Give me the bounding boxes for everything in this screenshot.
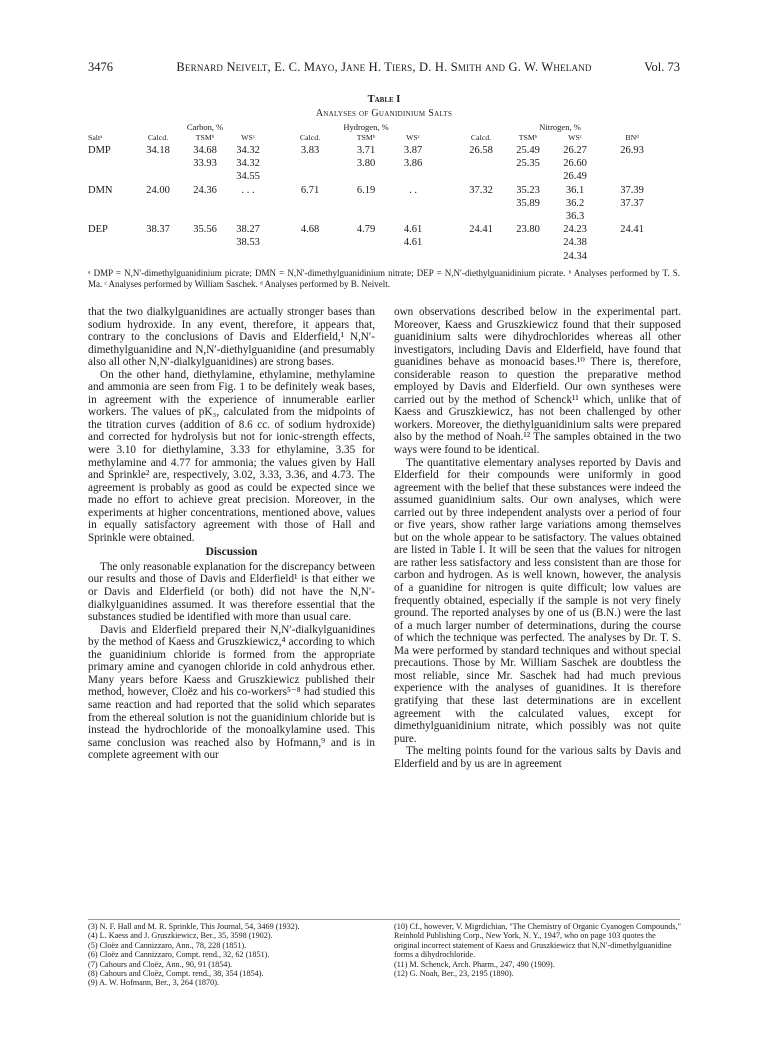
group-header-carbon: Carbon, % xyxy=(186,122,224,132)
table-cell: 35.56 xyxy=(193,224,217,236)
column-header: Calcd. xyxy=(147,133,169,142)
page-number: 3476 xyxy=(88,60,113,74)
footnote: (4) L. Kaess and J. Gruszkiewicz, Ber., 35, 3598 (1902). xyxy=(88,931,273,941)
table-cell: 25.49 xyxy=(516,145,540,156)
body-left-column xyxy=(88,306,375,762)
salt-label: DMN xyxy=(88,184,113,196)
footnote: (12) G. Noah, Ber., 23, 2195 (1890). xyxy=(394,969,514,979)
footnote: (11) M. Schenck, Arch. Pharm., 247, 490 (1909). xyxy=(394,959,555,969)
table-cell: 37.37 xyxy=(620,197,644,209)
column-header: TSMᵇ xyxy=(518,133,538,142)
paragraph: The melting points found for the various salts by Davis and Elderfield and by us are in agreement xyxy=(394,745,681,770)
column-header: Saltᵃ xyxy=(88,133,103,142)
section-heading: Discussion xyxy=(205,546,258,559)
table-cell: 38.27 xyxy=(236,224,260,236)
table-cell: 26.58 xyxy=(469,145,493,156)
footnote-rule xyxy=(88,919,680,920)
table-cell: 6.19 xyxy=(356,184,376,196)
table-cell: 35.89 xyxy=(516,197,540,209)
table-cell: 4.79 xyxy=(356,224,376,236)
table-cell: 25.35 xyxy=(516,158,540,170)
table-cell: 38.53 xyxy=(236,237,260,249)
analyses-table xyxy=(88,120,680,270)
volume-label: Vol. 73 xyxy=(644,60,680,74)
table-cell: 23.80 xyxy=(516,224,540,236)
table-cell: 34.68 xyxy=(193,145,217,156)
table-cell: . . xyxy=(409,184,417,196)
group-header-nitrogen: Nitrogen, % xyxy=(539,122,581,132)
table-cell: 24.38 xyxy=(563,237,587,249)
footnote: (8) Cahours and Cloëz, Compt. rend., 38, 354 (1854). xyxy=(88,969,264,979)
salt-label: DMP xyxy=(88,145,111,156)
table-cell: 37.39 xyxy=(620,184,644,196)
table-cell: 33.93 xyxy=(193,158,217,170)
table-cell: 34.32 xyxy=(236,158,260,170)
table-cell: 4.61 xyxy=(403,224,423,236)
paragraph: The quantitative elementary analyses reported by Davis and Elderfield for their compounds were uniformly in good agreement with the belief that these substances were indeed the assumed guanidinium salts. Our own analyses, which were carried out by three independent analysts over a period of four or five years, show rather large variations among themselves but on the whole appear to be satisfactory. The values obtained are listed in Table I. It will be seen that the values for nitrogen are rather less satisfactory and less consistent than are those for carbon and hydrogen. As is well known, however, the analysis of a guanidine for nitrogen is quite difficult; low values are frequently obtained, especially if the sample is not very finely ground. The reported analyses by one of us (B.N.) were the last of a much larger number of determinations, during the course of which the technique was perfected. The analyses by Dr. T. S. Ma were performed by standard techniques and without special precautions. Those by Mr. William Saschek are doubtless the most reliable, since Mr. Saschek had had much previous experience with the analyses of guanidines. It is therefore gratifying that these last determinations are in excellent agreement with the calculated values, except for dimethylguanidinium nitrate, which possibly was not quite pure. xyxy=(394,456,681,745)
paragraph: On the other hand, diethylamine, ethylamine, methylamine and ammonia are seen from Fig. 1 to be definitely weak bases, in agreement with the experience of innumerable earlier workers. The values of pK₃, calculated from the midpoints of the titration curves (addition of 8.6 cc. of sodium hydroxide) and corrected for hydrolysis but not for ionic-strength effects, were 3.10 for diethylamine, 3.33 for ethylamine, 3.35 for methylamine and 4.77 for ammonia; the values given by Hall and Sprinkle² are, respectively, 3.02, 3.33, 3.36, and 4.73. The agreement is probably as good as could be expected since we made no effort to achieve great precision. Moreover, in the experiments at higher concentrations, mentioned above, values in equally satisfactory agreement with those of Hall and Sprinkle were obtained. xyxy=(88,368,375,544)
table-cell: 35.23 xyxy=(516,184,540,196)
table-footnote: ᵃ DMP = N,N′-dimethylguanidinium picrate; DMN = N,N′-dimethylguanidinium nitrate; DEP = N,N′-diethylguanidinium picrate. ᵇ Analyses performed by T. S. Ma. ᶜ Analyses performed by William Saschek. ᵈ Analyses performed by B. Neivelt. xyxy=(88,268,680,289)
running-authors: Bernard Neivelt, E. C. Mayo, Jane H. Tiers, D. H. Smith and G. W. Wheland xyxy=(176,60,592,74)
table-cell: 34.18 xyxy=(146,145,170,156)
table-cell: 26.60 xyxy=(563,158,587,170)
footnote: (6) Cloëz and Cannizzaro, Compt. rend., 32, 62 (1851). xyxy=(88,950,270,960)
column-header: TSMᵇ xyxy=(356,133,376,142)
table-cell: 26.49 xyxy=(563,171,587,183)
column-header: TSMᵇ xyxy=(195,133,215,142)
footnote: (9) A. W. Hofmann, Ber., 3, 264 (1870). xyxy=(88,978,219,988)
column-header: WSᶜ xyxy=(568,133,582,142)
table-cell: 4.61 xyxy=(403,237,423,249)
column-header: Calcd. xyxy=(299,133,321,142)
table-cell: 24.41 xyxy=(620,224,644,236)
footnote: (3) N. F. Hall and M. R. Sprinkle, This Journal, 54, 3469 (1932). xyxy=(88,922,300,931)
table-cell: 36.3 xyxy=(565,211,585,222)
table-cell: 3.71 xyxy=(356,145,376,156)
table-cell: 24.00 xyxy=(146,184,170,196)
table-cell: 37.32 xyxy=(469,184,493,196)
salt-label: DEP xyxy=(88,224,108,236)
table-cell: 3.86 xyxy=(403,158,423,170)
table-cell: 3.83 xyxy=(300,145,320,156)
table-cell: 36.2 xyxy=(565,197,585,209)
column-header: WSᶜ xyxy=(241,133,255,142)
table-cell: 36.1 xyxy=(565,184,585,196)
table-cell: 38.37 xyxy=(146,224,170,236)
table-cell: 24.23 xyxy=(563,224,587,236)
table-cell: 24.34 xyxy=(563,250,587,262)
table-cell: 34.32 xyxy=(236,145,260,156)
body-right-column xyxy=(394,306,681,770)
column-header: Calcd. xyxy=(470,133,492,142)
table-cell: 26.93 xyxy=(620,145,644,156)
table-cell: 24.36 xyxy=(193,184,217,196)
table-cell: 6.71 xyxy=(300,184,320,196)
footnote: (10) Cf., however, V. Migrdichian, "The Chemistry of Organic Cyanogen Compounds," Reinhold Publishing Corp., New York, N. Y., 1947, who on page 103 quotes the original incorrect statement of Kaess and Gruszkiewicz that N,N′-dimethylguanidine forms a dihydrochloride. xyxy=(394,922,681,960)
table-cell: 26.27 xyxy=(563,145,587,156)
table-cell: 4.68 xyxy=(300,224,320,236)
table-cell: 24.41 xyxy=(469,224,493,236)
table-cell: 3.80 xyxy=(356,158,376,170)
footnotes-left xyxy=(88,922,375,988)
table-cell: 34.55 xyxy=(236,171,260,183)
paragraph: The only reasonable explanation for the discrepancy between our results and those of Davis and Elderfield¹ is that either we or Davis and Elderfield (or both) did not have the N,N′-dialkylguanidines assumed. It was therefore essential that the substances studied be identified with more than usual care. xyxy=(88,560,375,624)
footnotes-right xyxy=(394,922,681,978)
footnote: (7) Cahours and Cloëz, Ann., 90, 91 (1854). xyxy=(88,959,233,969)
paragraph: Davis and Elderfield prepared their N,N′-dialkylguanidines by the method of Kaess and Gruszkiewicz,⁴ according to which the guanidinium chloride is formed from the appropriate primary amine and cyanogen chloride in cold anhydrous ether. Many years before Kaess and Gruszkiewicz published their method, however, Cloëz and his co-workers⁵⁻⁸ had studied this same reaction and had reported that the solid which separates from the ethereal solution is not the guanidinium chloride but is instead the hydrochloride of the monoalkylamine used. This same conclusion was reached also by Hofmann,⁹ and is in complete agreement with our xyxy=(88,623,375,762)
table-cell: 3.87 xyxy=(403,145,423,156)
group-header-hydrogen: Hydrogen, % xyxy=(343,122,389,132)
table-subtitle: Analyses of Guanidinium Salts xyxy=(315,108,453,119)
column-header: BNᵈ xyxy=(625,133,639,142)
column-header: WSᶜ xyxy=(406,133,420,142)
running-header xyxy=(88,60,680,76)
paragraph: own observations described below in the experimental part. Moreover, Kaess and Gruszkiewicz found that their supposed guanidinium salts were dihydrochlorides whereas all other investigators, including Davis and Elderfield, have found that guanidines behave as monoacid bases.¹⁰ There is, therefore, considerable reason to question the preparative method employed by Davis and Elderfield. Our own syntheses were carried out by the method of Schenck¹¹ which, unlike that of Kaess and Gruszkiewicz, has not been challenged by other workers. Moreover, the diethylguanidinium salts were prepared also by the method of Noah.¹² The samples obtained in the two ways were found to be identical. xyxy=(394,306,681,457)
table-title: Table I xyxy=(367,94,401,105)
footnote: (5) Cloëz and Cannizzaro, Ann., 78, 228 (1851). xyxy=(88,940,247,950)
table-cell: . . . xyxy=(241,184,255,196)
paragraph: that the two dialkylguanidines are actually stronger bases than sodium hydroxide. In any event, therefore, it appears that, contrary to the conclusions of Davis and Elderfield,¹ N,N′-dimethylguanidine and N,N′-diethylguanidine (and presumably also all other N,N′-dialkylguanidines) are strong bases. xyxy=(88,306,375,369)
